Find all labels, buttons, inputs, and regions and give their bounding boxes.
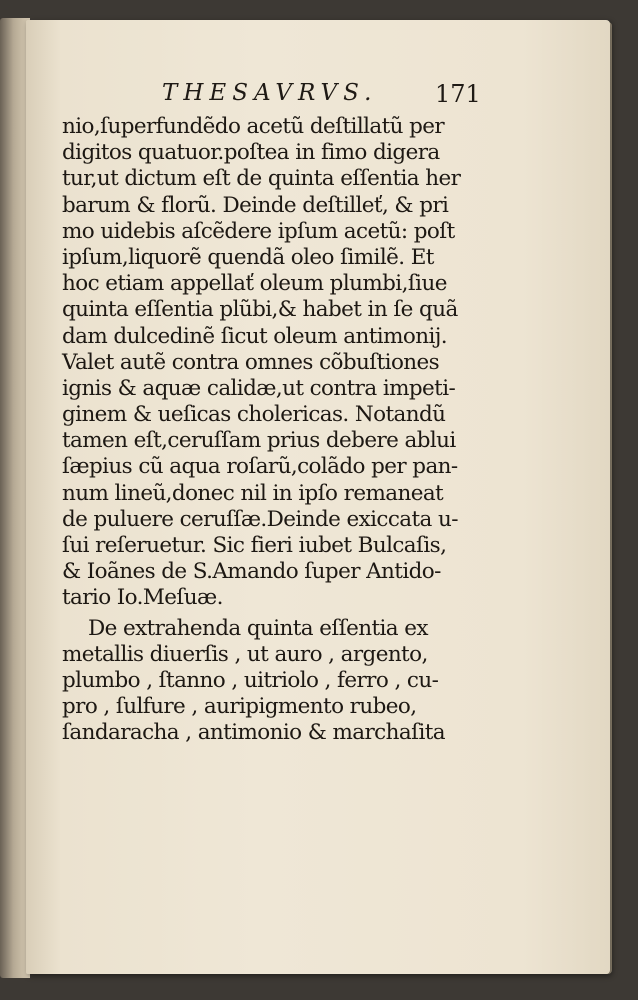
section-heading-line: ſandaracha , antimonio & marchaſita: [62, 720, 445, 746]
body-text: [62, 114, 482, 747]
page-header: [150, 78, 490, 114]
text-line: de puluere ceruſſæ.Deinde exiccata u-: [62, 506, 458, 532]
running-title: THESAVRVS.: [162, 80, 378, 106]
text-line: num lineũ,donec nil in ipſo remaneat: [62, 480, 444, 506]
text-line: ſæpius cũ aqua roſarũ,colãdo per pan-: [62, 454, 458, 480]
text-line: nio,ſuperfundẽdo acetũ deſtillatũ per: [62, 114, 445, 139]
text-line: dam dulcedinẽ ſicut oleum antimonij.: [62, 323, 448, 349]
section-heading-line: De extrahenda quinta eſſentia ex: [88, 615, 428, 641]
text-line: barum & florũ. Deinde deſtilleť, & pri: [62, 192, 449, 218]
section-heading-line: pro , ſulfure , auripigmento rubeo,: [62, 694, 417, 720]
text-line: Valet autẽ contra omnes cõbuſtiones: [62, 349, 440, 375]
text-line: tamen eſt,ceruſſam prius debere ablui: [62, 428, 456, 454]
section-heading-line: plumbo , ſtanno , uitriolo , ferro , cu-: [62, 667, 439, 693]
text-line: hoc etiam appellať oleum plumbi,ſiue: [62, 271, 447, 297]
text-line: mo uidebis aſcẽdere ipſum acetũ: poſt: [62, 218, 455, 244]
text-line: ſui reſeruetur. Sic fieri iubet Bulcaſis,: [62, 533, 447, 558]
page-number: 171: [435, 80, 481, 108]
text-line: quinta eſſentia plũbi,& habet in ſe quã: [62, 297, 458, 323]
text-line: tur,ut dictum eſt de quinta eſſentia her: [62, 166, 461, 192]
text-line: & Ioãnes de S.Amando ſuper Antido-: [62, 559, 441, 585]
section-heading-line: metallis diuerſis , ut auro , argento,: [62, 641, 428, 667]
text-line: ignis & aquæ calidæ,ut contra impeti-: [62, 375, 456, 401]
text-line: tario Io.Meſuæ.: [62, 585, 223, 611]
text-line: ginem & ueſicas cholericas. Notandũ: [62, 402, 446, 428]
text-line: ipſum,liquorẽ quendã oleo ſimilẽ. Et: [62, 244, 434, 270]
text-line: digitos quatuor.poſtea in fimo digera: [62, 140, 440, 166]
